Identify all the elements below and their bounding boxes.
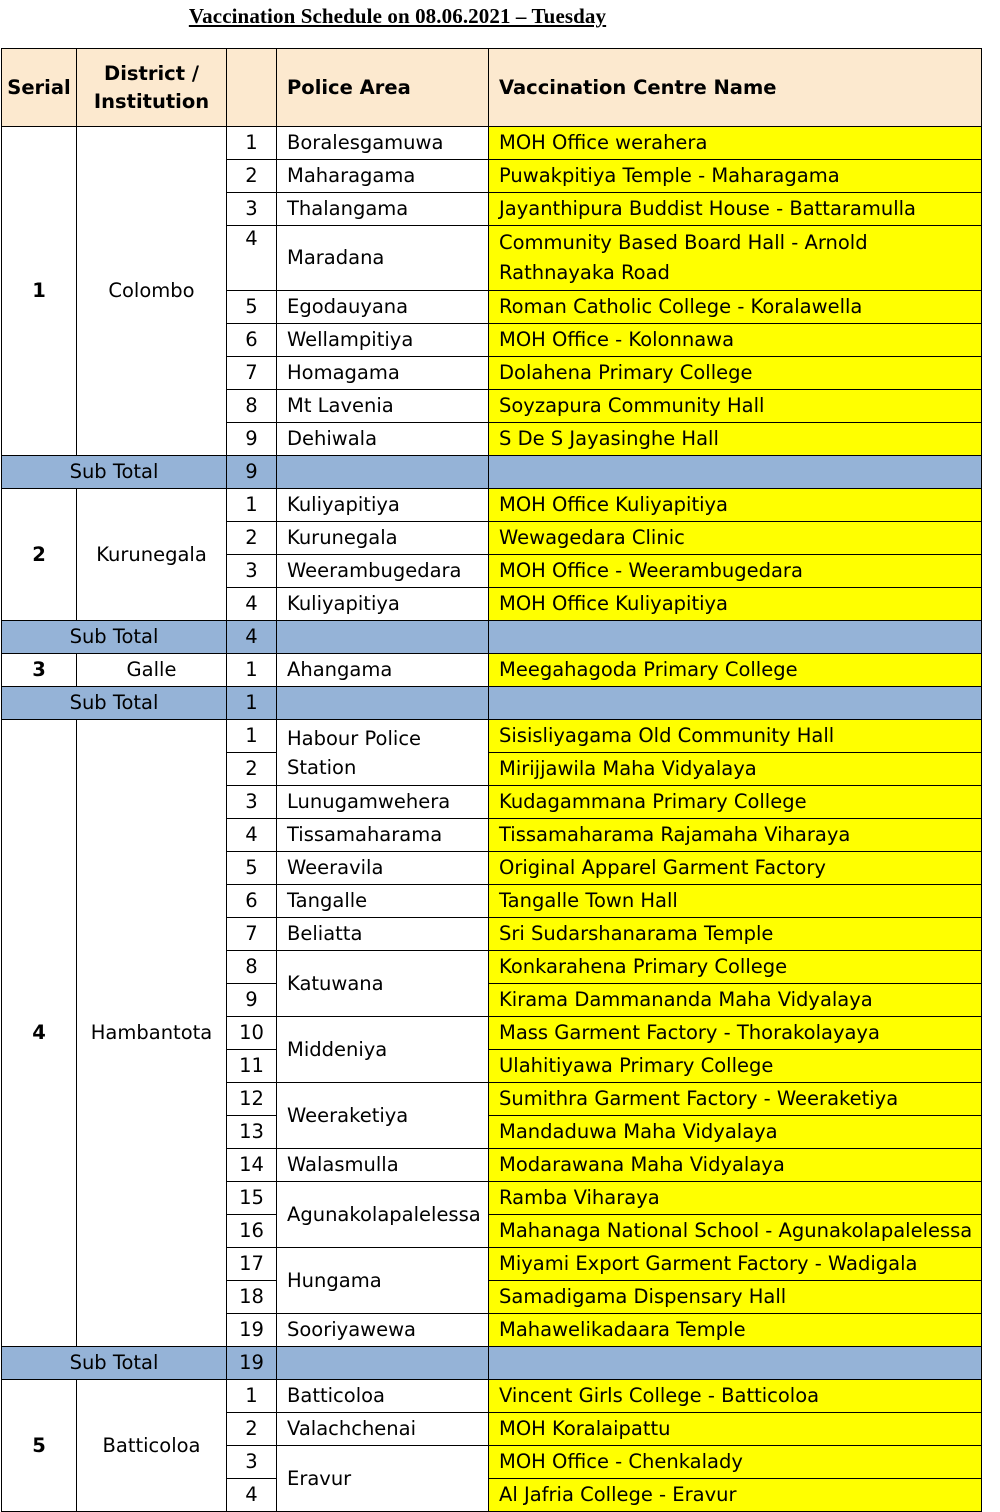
row-number: 4: [227, 1479, 277, 1512]
vaccination-centre-cell: MOH Office werahera: [489, 127, 982, 160]
district-cell: Hambantota: [77, 720, 227, 1347]
vaccination-schedule-table: [1, 48, 982, 1512]
vaccination-centre-cell: Wewagedara Clinic: [489, 522, 982, 555]
row-number: 3: [227, 1446, 277, 1479]
row-number: 5: [227, 852, 277, 885]
vaccination-centre-cell: Sumithra Garment Factory - Weeraketiya: [489, 1083, 982, 1116]
vaccination-centre-cell: Tissamaharama Rajamaha Viharaya: [489, 819, 982, 852]
police-area-cell: Agunakolapalelessa: [277, 1182, 489, 1248]
vaccination-centre-cell: Mahawelikadaara Temple: [489, 1314, 982, 1347]
row-number: 4: [227, 819, 277, 852]
vaccination-centre-cell: Sisisliyagama Old Community Hall: [489, 720, 982, 753]
vaccination-centre-cell: MOH Office Kuliyapitiya: [489, 588, 982, 621]
row-number: 3: [227, 193, 277, 226]
police-area-cell: Kurunegala: [277, 522, 489, 555]
vaccination-centre-cell: Miyami Export Garment Factory - Wadigala: [489, 1248, 982, 1281]
subtotal-empty-centre: [489, 1347, 982, 1380]
police-area-cell: Hungama: [277, 1248, 489, 1314]
vaccination-centre-cell: MOH Koralaipattu: [489, 1413, 982, 1446]
vaccination-centre-cell: Soyzapura Community Hall: [489, 390, 982, 423]
police-area-cell: Maradana: [277, 226, 489, 291]
row-number: 19: [227, 1314, 277, 1347]
header-police-area: Police Area: [277, 49, 489, 127]
subtotal-label: Sub Total: [2, 456, 227, 489]
police-area-cell: Egodauyana: [277, 291, 489, 324]
police-area-cell: Weerambugedara: [277, 555, 489, 588]
subtotal-label: Sub Total: [2, 687, 227, 720]
subtotal-count: 19: [227, 1347, 277, 1380]
police-area-cell: Eravur: [277, 1446, 489, 1512]
vaccination-centre-cell: Community Based Board Hall - Arnold Rathnayaka Road: [489, 226, 982, 291]
police-area-cell: Katuwana: [277, 951, 489, 1017]
row-number: 7: [227, 357, 277, 390]
table-body: [2, 127, 982, 1512]
row-number: 18: [227, 1281, 277, 1314]
police-area-cell: Ahangama: [277, 654, 489, 687]
page-title: Vaccination Schedule on 08.06.2021 – Tuesday: [188, 4, 607, 28]
vaccination-centre-cell: Modarawana Maha Vidyalaya: [489, 1149, 982, 1182]
table-row: [2, 654, 982, 687]
vaccination-centre-cell: Jayanthipura Buddist House - Battaramulla: [489, 193, 982, 226]
police-area-cell: Lunugamwehera: [277, 786, 489, 819]
subtotal-empty-police: [277, 456, 489, 489]
header-serial: Serial: [2, 49, 77, 127]
police-area-cell: Sooriyawewa: [277, 1314, 489, 1347]
row-number: 11: [227, 1050, 277, 1083]
row-number: 9: [227, 984, 277, 1017]
police-area-cell: Kuliyapitiya: [277, 588, 489, 621]
row-number: 12: [227, 1083, 277, 1116]
header-vaccination-centre: Vaccination Centre Name: [489, 49, 982, 127]
police-area-cell: Wellampitiya: [277, 324, 489, 357]
vaccination-centre-cell: Mahanaga National School - Agunakolapalelessa: [489, 1215, 982, 1248]
subtotal-empty-centre: [489, 687, 982, 720]
row-number: 1: [227, 127, 277, 160]
row-number: 6: [227, 885, 277, 918]
police-area-cell: Weeraketiya: [277, 1083, 489, 1149]
police-area-cell: Batticoloa: [277, 1380, 489, 1413]
police-area-cell: Mt Lavenia: [277, 390, 489, 423]
vaccination-centre-cell: MOH Office Kuliyapitiya: [489, 489, 982, 522]
header-district: District / Institution: [77, 49, 227, 127]
table-header-row: [2, 49, 982, 127]
table-row: [2, 489, 982, 522]
vaccination-centre-cell: Sri Sudarshanarama Temple: [489, 918, 982, 951]
table-row: [2, 1380, 982, 1413]
row-number: 15: [227, 1182, 277, 1215]
vaccination-centre-cell: Tangalle Town Hall: [489, 885, 982, 918]
vaccination-centre-cell: Samadigama Dispensary Hall: [489, 1281, 982, 1314]
row-number: 1: [227, 720, 277, 753]
police-area-cell: Beliatta: [277, 918, 489, 951]
serial-cell: 5: [2, 1380, 77, 1512]
vaccination-centre-cell: Vincent Girls College - Batticoloa: [489, 1380, 982, 1413]
vaccination-centre-cell: Ramba Viharaya: [489, 1182, 982, 1215]
police-area-cell: Tangalle: [277, 885, 489, 918]
police-area-cell: Middeniya: [277, 1017, 489, 1083]
vaccination-centre-cell: Konkarahena Primary College: [489, 951, 982, 984]
subtotal-empty-police: [277, 621, 489, 654]
district-cell: Batticoloa: [77, 1380, 227, 1512]
police-area-cell: Kuliyapitiya: [277, 489, 489, 522]
police-area-cell: Boralesgamuwa: [277, 127, 489, 160]
police-area-cell: Habour Police Station: [277, 720, 489, 786]
subtotal-row: [2, 621, 982, 654]
subtotal-row: [2, 687, 982, 720]
row-number: 1: [227, 654, 277, 687]
vaccination-centre-cell: MOH Office - Weerambugedara: [489, 555, 982, 588]
subtotal-empty-police: [277, 1347, 489, 1380]
vaccination-centre-cell: MOH Office - Kolonnawa: [489, 324, 982, 357]
police-area-cell: Maharagama: [277, 160, 489, 193]
table-row: [2, 127, 982, 160]
police-area-cell: Tissamaharama: [277, 819, 489, 852]
police-area-cell: Thalangama: [277, 193, 489, 226]
vaccination-centre-cell: Mandaduwa Maha Vidyalaya: [489, 1116, 982, 1149]
row-number: 10: [227, 1017, 277, 1050]
row-number: 2: [227, 1413, 277, 1446]
serial-cell: 1: [2, 127, 77, 456]
row-number: 2: [227, 522, 277, 555]
row-number: 2: [227, 753, 277, 786]
serial-cell: 4: [2, 720, 77, 1347]
vaccination-centre-cell: Mass Garment Factory - Thorakolayaya: [489, 1017, 982, 1050]
police-area-cell: Walasmulla: [277, 1149, 489, 1182]
row-number: 13: [227, 1116, 277, 1149]
row-number: 8: [227, 390, 277, 423]
vaccination-centre-cell: Original Apparel Garment Factory: [489, 852, 982, 885]
vaccination-centre-cell: Kirama Dammananda Maha Vidyalaya: [489, 984, 982, 1017]
serial-cell: 3: [2, 654, 77, 687]
district-cell: Kurunegala: [77, 489, 227, 621]
police-area-cell: Homagama: [277, 357, 489, 390]
vaccination-centre-cell: Al Jafria College - Eravur: [489, 1479, 982, 1512]
row-number: 9: [227, 423, 277, 456]
header-number: [227, 49, 277, 127]
row-number: 5: [227, 291, 277, 324]
row-number: 6: [227, 324, 277, 357]
table-row: [2, 720, 982, 753]
row-number: 1: [227, 489, 277, 522]
district-cell: Galle: [77, 654, 227, 687]
subtotal-label: Sub Total: [2, 1347, 227, 1380]
row-number: 14: [227, 1149, 277, 1182]
serial-cell: 2: [2, 489, 77, 621]
subtotal-empty-centre: [489, 621, 982, 654]
vaccination-centre-cell: MOH Office - Chenkalady: [489, 1446, 982, 1479]
vaccination-centre-cell: Meegahagoda Primary College: [489, 654, 982, 687]
row-number: 7: [227, 918, 277, 951]
subtotal-empty-centre: [489, 456, 982, 489]
subtotal-label: Sub Total: [2, 621, 227, 654]
row-number: 3: [227, 786, 277, 819]
row-number: 4: [227, 588, 277, 621]
police-area-cell: Valachchenai: [277, 1413, 489, 1446]
district-cell: Colombo: [77, 127, 227, 456]
row-number: 1: [227, 1380, 277, 1413]
row-number: 16: [227, 1215, 277, 1248]
subtotal-count: 4: [227, 621, 277, 654]
row-number: 8: [227, 951, 277, 984]
vaccination-centre-cell: Dolahena Primary College: [489, 357, 982, 390]
police-area-cell: Dehiwala: [277, 423, 489, 456]
row-number: 17: [227, 1248, 277, 1281]
vaccination-centre-cell: Ulahitiyawa Primary College: [489, 1050, 982, 1083]
vaccination-centre-cell: Roman Catholic College - Koralawella: [489, 291, 982, 324]
subtotal-count: 9: [227, 456, 277, 489]
vaccination-centre-cell: Puwakpitiya Temple - Maharagama: [489, 160, 982, 193]
subtotal-row: [2, 456, 982, 489]
row-number: 2: [227, 160, 277, 193]
subtotal-empty-police: [277, 687, 489, 720]
vaccination-centre-cell: Kudagammana Primary College: [489, 786, 982, 819]
row-number: 3: [227, 555, 277, 588]
police-area-cell: Weeravila: [277, 852, 489, 885]
vaccination-centre-cell: S De S Jayasinghe Hall: [489, 423, 982, 456]
vaccination-centre-cell: Mirijjawila Maha Vidyalaya: [489, 753, 982, 786]
subtotal-row: [2, 1347, 982, 1380]
row-number: 4: [227, 226, 277, 291]
subtotal-count: 1: [227, 687, 277, 720]
